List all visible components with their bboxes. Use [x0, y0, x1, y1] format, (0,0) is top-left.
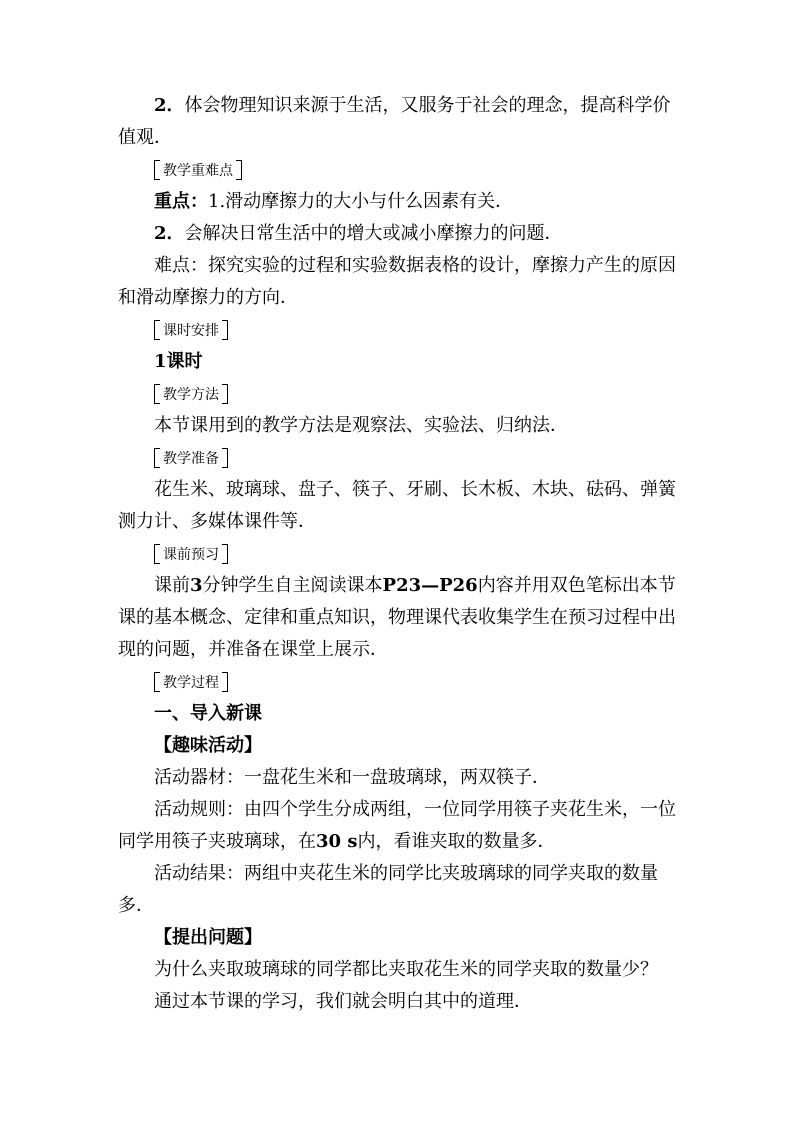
section-tag-label: 课时安排: [163, 322, 219, 339]
preview-mid: 分钟学生自主阅读课本: [202, 575, 383, 596]
goal-2-paragraph: [118, 90, 678, 154]
section-tag-label: 课前预习: [163, 546, 219, 563]
bracket-right-icon: [236, 160, 242, 180]
key-2-text: 会解决日常生活中的增大或减小摩擦力的问题．: [184, 223, 563, 244]
key-label: 重点：: [154, 191, 208, 212]
equip-label: 活动器材：: [154, 767, 244, 788]
rule-time: 30 s: [316, 831, 358, 852]
bracket-right-icon: [222, 448, 228, 468]
prep-text: 花生米、玻璃球、盘子、筷子、牙刷、长木板、木块、砝码、弹簧测力计、多媒体课件等．: [118, 479, 676, 532]
section-tag-label: 教学过程: [163, 674, 219, 691]
preview-pre: 课前: [154, 575, 190, 596]
key-point-2: [118, 218, 678, 250]
question-text: 为什么夹取玻璃球的同学都比夹取花生米的同学夹取的数量少？: [154, 959, 658, 980]
key-point-1: [118, 186, 678, 218]
difficult-text: 探究实验的过程和实验数据表格的设计，摩擦力产生的原因和滑动摩擦力的方向．: [118, 255, 676, 308]
rule-pre: 由四个学生分成两组，一位同学用筷子夹花生米，一位同学用筷子夹玻璃球，在: [118, 799, 676, 852]
preview-minutes: 3: [190, 575, 203, 596]
bracket-right-icon: [222, 544, 228, 564]
rule-post: 内，看谁夹取的数量多．: [357, 831, 556, 852]
section-tag-label: 教学方法: [163, 386, 219, 403]
section-tag-label: 教学重难点: [163, 162, 233, 179]
question-heading: 【提出问题】: [154, 927, 262, 948]
key-1-text: 1.滑动摩擦力的大小与什么因素有关．: [208, 191, 514, 212]
method-text: 本节课用到的教学方法是观察法、实验法、归纳法．: [154, 415, 568, 436]
preview-text: [118, 570, 678, 666]
bracket-right-icon: [222, 320, 228, 340]
preview-pages: P23—P26: [382, 575, 478, 596]
bracket-left-icon: [154, 320, 160, 340]
difficult-label: 难点：: [154, 255, 208, 276]
schedule-text: 1课时: [154, 351, 203, 372]
activity-result: [118, 858, 678, 922]
bracket-right-icon: [222, 384, 228, 404]
difficult-point: [118, 250, 678, 314]
goal-2-text: 体会物理知识来源于生活，又服务于社会的理念，提高科学价值观．: [118, 95, 671, 148]
lesson-plan-page: [118, 90, 678, 1018]
fun-activity-heading: 【趣味活动】: [154, 735, 262, 756]
heading-intro: 一、导入新课: [154, 703, 262, 724]
bracket-right-icon: [222, 672, 228, 692]
section-tag-process: [154, 666, 228, 698]
activity-rules: [118, 794, 678, 858]
rule-label: 活动规则：: [154, 799, 244, 820]
bracket-left-icon: [154, 544, 160, 564]
section-tag-schedule: [154, 314, 228, 346]
section-tag-label: 教学准备: [163, 450, 219, 467]
preview-post: 内容并用双色笔标出本节课的基本概念、定律和重点知识，物理课代表收集学生在预习过程中出现的问题，并准备在课堂上展示．: [118, 575, 676, 660]
bracket-left-icon: [154, 448, 160, 468]
equip-text: 一盘花生米和一盘玻璃球，两双筷子．: [244, 767, 550, 788]
bracket-left-icon: [154, 384, 160, 404]
bracket-left-icon: [154, 672, 160, 692]
result-text: 两组中夹花生米的同学比夹玻璃球的同学夹取的数量多．: [118, 863, 658, 916]
section-tag-method: [154, 378, 228, 410]
section-tag-key-points: [154, 154, 242, 186]
key-2-number: 2．: [154, 223, 185, 244]
goal-2-number: 2．: [154, 95, 185, 116]
section-tag-preview: [154, 538, 228, 570]
section-tag-prep: [154, 442, 228, 474]
closing-text: 通过本节课的学习，我们就会明白其中的道理．: [154, 991, 532, 1012]
bracket-left-icon: [154, 160, 160, 180]
activity-equipment: [118, 762, 678, 794]
result-label: 活动结果：: [154, 863, 244, 884]
